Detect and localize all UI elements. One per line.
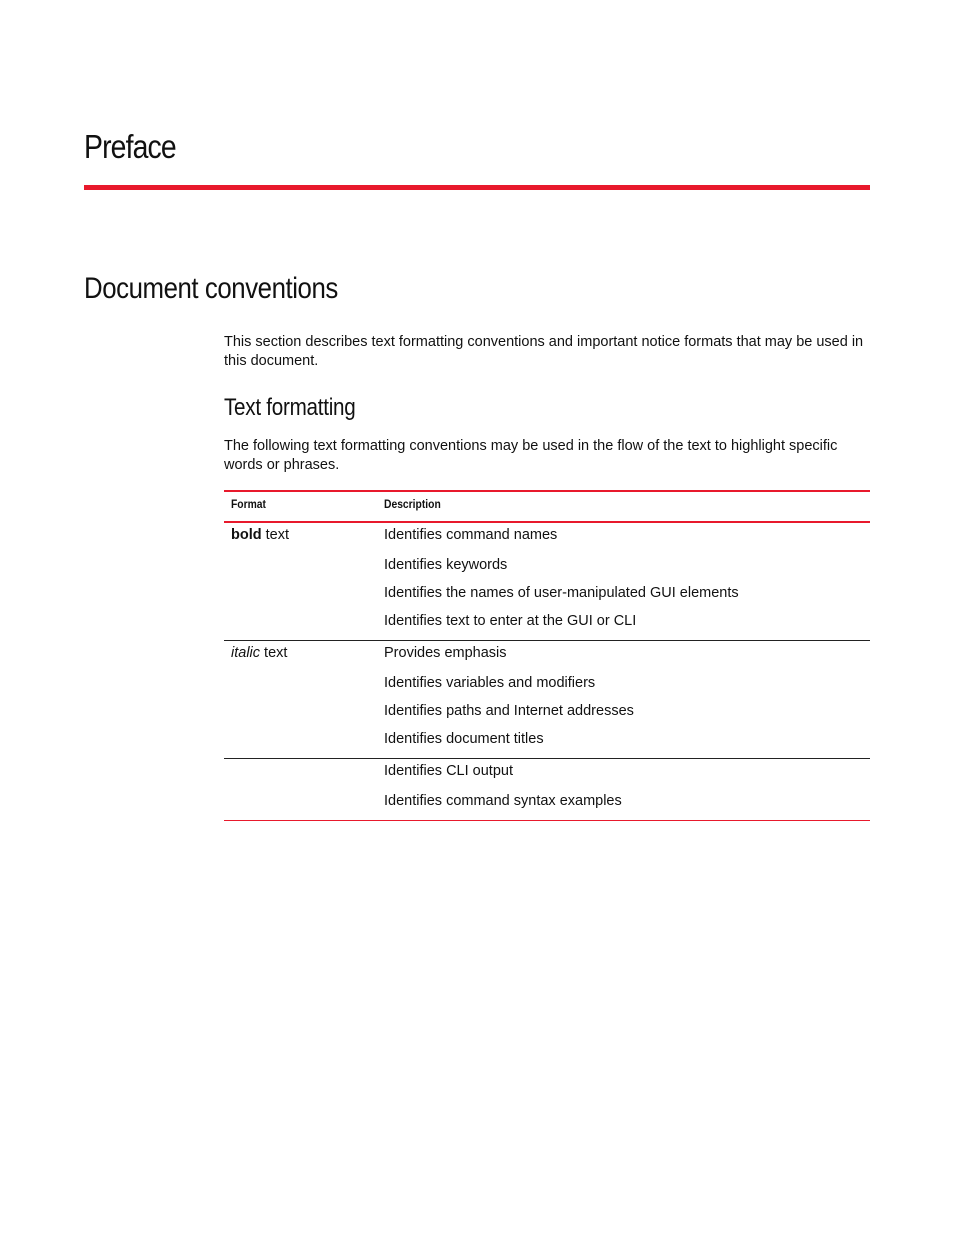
chapter-divider xyxy=(84,185,870,190)
format-suffix: text xyxy=(261,527,290,543)
description-item: Identifies document titles xyxy=(384,731,544,747)
format-cell xyxy=(231,526,289,544)
subsection-intro: The following text formatting conventions may be used in the flow of the text to highlight specific words or phrases. xyxy=(224,438,838,473)
description-cell xyxy=(384,759,870,820)
description-item: Identifies text to enter at the GUI or CLI xyxy=(384,613,637,629)
table-header xyxy=(224,490,870,523)
table-row xyxy=(224,523,870,641)
section-intro: This section describes text formatting conventions and important notice formats that may be used in this document. xyxy=(224,334,864,369)
header-description: Description xyxy=(384,497,441,511)
text-formatting-table xyxy=(224,490,870,821)
format-sample-bold: bold xyxy=(231,527,262,543)
description-item: Identifies variables and modifiers xyxy=(384,675,596,691)
table-row xyxy=(224,759,870,821)
description-item: Identifies keywords xyxy=(384,557,508,573)
section-title: Document conventions xyxy=(84,272,338,305)
description-item: Provides emphasis xyxy=(384,645,507,661)
description-cell xyxy=(384,641,870,758)
format-sample-italic: italic xyxy=(231,645,261,661)
description-item: Identifies command syntax examples xyxy=(384,793,622,809)
subsection-title: Text formatting xyxy=(224,394,356,421)
header-format: Format xyxy=(231,497,266,511)
description-cell xyxy=(384,523,870,640)
format-cell xyxy=(231,644,287,662)
description-item: Identifies CLI output xyxy=(384,763,513,779)
description-item: Identifies the names of user-manipulated GUI elements xyxy=(384,585,739,601)
description-item: Identifies command names xyxy=(384,527,558,543)
format-suffix: text xyxy=(260,645,288,661)
chapter-title: Preface xyxy=(84,128,176,165)
description-item: Identifies paths and Internet addresses xyxy=(384,703,634,719)
table-row xyxy=(224,641,870,759)
